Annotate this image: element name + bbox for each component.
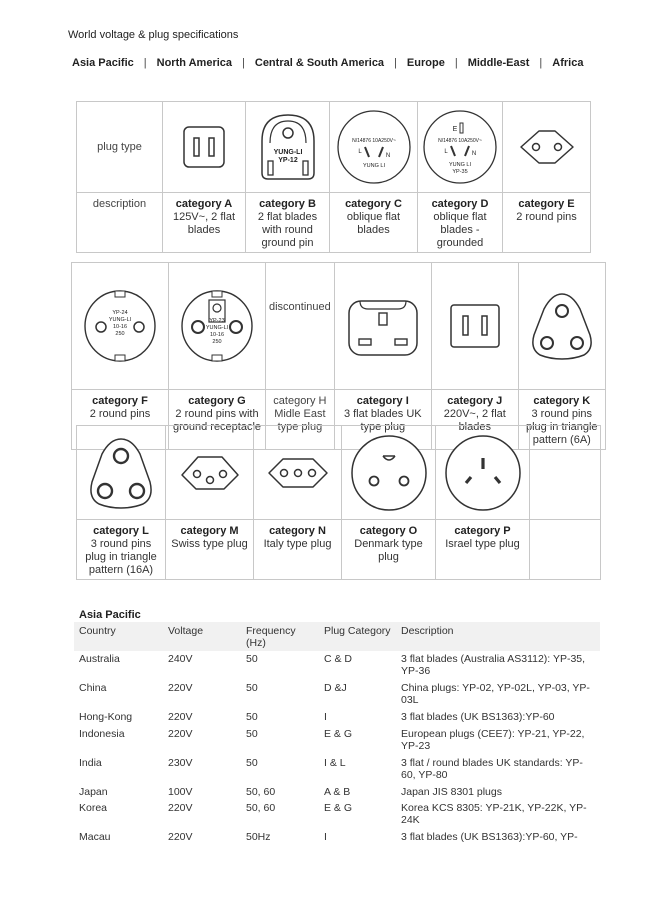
plug-o-icon [350, 434, 428, 512]
region-nav [62, 57, 593, 69]
plug-type-label: plug type [77, 102, 163, 193]
plug-g-marking-amps: 10-16 [209, 332, 225, 338]
plug-c-desc: category C oblique flat blades [330, 193, 418, 253]
cell-voltage: 240V [168, 653, 193, 665]
plug-k-desc: category K 3 round pins plug in triangle pattern (6A) [518, 390, 605, 450]
plug-f-cell [72, 263, 169, 390]
col-frequency: Frequency (Hz) [246, 625, 296, 649]
cell-frequency: 50 [246, 653, 258, 665]
plug-c-marking-l: L [357, 149, 362, 155]
cell-country: India [79, 757, 102, 769]
plug-f-desc: category F 2 round pins [72, 390, 169, 450]
asia-pacific-table [74, 623, 600, 845]
cell-voltage: 100V [168, 786, 193, 798]
cell-voltage: 220V [168, 728, 193, 740]
cell-country: China [79, 682, 107, 694]
plug-a-icon [182, 125, 226, 169]
plug-j-icon [449, 303, 501, 349]
plug-table-3 [76, 425, 601, 580]
plug-m-icon [178, 453, 242, 493]
nav-asia-pacific[interactable]: Asia Pacific [72, 57, 134, 69]
table-row [74, 829, 600, 845]
plug-d-icon [422, 109, 498, 185]
cell-frequency: 50, 60 [246, 786, 276, 798]
plug-n-cell [254, 426, 342, 520]
table-row [74, 784, 600, 800]
nav-central-south-america[interactable]: Central & South America [254, 57, 385, 69]
cell-frequency: 50 [246, 728, 258, 740]
cell-country: Macau [79, 831, 111, 843]
plug-i-desc: category I 3 flat blades UK type plug [334, 390, 431, 450]
plug-i-icon [346, 293, 420, 359]
cell-description: 3 flat blades (UK BS1363):YP-60, YP- [401, 831, 578, 843]
table-row [74, 726, 600, 755]
plug-m-desc: category M Swiss type plug [166, 520, 254, 580]
cell-description: Korea KCS 8305: YP-21K, YP-22K, YP-24K [401, 802, 587, 826]
col-description: Description [401, 625, 454, 637]
cell-description: 3 flat blades (UK BS1363):YP-60 [401, 711, 555, 723]
plug-o-desc: category O Denmark type plug [342, 520, 436, 580]
plug-table-2 [71, 262, 606, 450]
plug-f-marking-volts: 250 [115, 331, 125, 337]
plug-m-cell [166, 426, 254, 520]
cell-country: Indonesia [79, 728, 125, 740]
cell-description: Japan JIS 8301 plugs [401, 786, 502, 798]
cell-plug-category: C & D [324, 653, 353, 665]
cell-frequency: 50 [246, 682, 258, 694]
cell-frequency: 50 [246, 757, 258, 769]
plug-d-marking-model: YP-35 [452, 169, 468, 175]
plug-e-desc: category E 2 round pins [503, 193, 591, 253]
cell-country: Korea [79, 802, 108, 814]
cell-country: Japan [79, 786, 108, 798]
nav-separator: | [539, 57, 543, 69]
col-voltage: Voltage [168, 625, 204, 637]
cell-description: 3 flat blades (Australia AS3112): YP-35, YP-36 [401, 653, 586, 677]
cell-frequency: 50, 60 [246, 802, 276, 814]
cell-description: European plugs (CEE7): YP-21, YP-22, YP-23 [401, 728, 585, 752]
plug-n-icon [265, 455, 331, 491]
cell-voltage: 220V [168, 802, 193, 814]
cell-voltage: 220V [168, 711, 193, 723]
plug-l-icon [88, 436, 154, 510]
plug-i-cell [334, 263, 431, 390]
table-row [74, 651, 600, 680]
plug-d-marking-n: N [471, 151, 477, 157]
table-header-row [74, 623, 600, 651]
plug-b-icon [256, 111, 320, 183]
plug-g-marking-model: YP-23 [209, 318, 225, 324]
empty-cell [530, 520, 601, 580]
nav-north-america[interactable]: North America [156, 57, 233, 69]
plug-c-cell [330, 102, 418, 193]
plug-k-cell [518, 263, 605, 390]
nav-middle-east[interactable]: Middle-East [467, 57, 530, 69]
table-row [74, 755, 600, 784]
plug-table-1 [76, 101, 591, 253]
section-title: Asia Pacific [79, 609, 141, 621]
cell-plug-category: I [324, 711, 327, 723]
plug-d-marking-rating: N/14876 10A250V~ [438, 138, 482, 144]
nav-europe[interactable]: Europe [406, 57, 445, 69]
page-title: World voltage & plug specifications [68, 29, 239, 41]
plug-f-marking-brand: YUNG-LI [108, 317, 132, 323]
plug-g-desc: category G 2 round pins with ground receptacle [169, 390, 266, 450]
plug-b-cell [246, 102, 330, 193]
cell-country: Australia [79, 653, 120, 665]
plug-f-marking-model: YP-24 [112, 310, 128, 316]
nav-separator: | [242, 57, 245, 69]
plug-c-marking-brand: YUNG LI [362, 163, 385, 169]
table-row [74, 800, 600, 829]
col-country: Country [79, 625, 116, 637]
plug-h-desc: category H Midle East type plug [266, 390, 335, 450]
nav-separator: | [454, 57, 458, 69]
plug-h-cell [266, 263, 335, 390]
plug-j-cell [431, 263, 518, 390]
cell-description: China plugs: YP-02, YP-02L, YP-03, YP-03L [401, 682, 590, 706]
cell-plug-category: A & B [324, 786, 351, 798]
plug-n-desc: category N Italy type plug [254, 520, 342, 580]
plug-b-marking-brand: YUNG-LI [273, 149, 302, 156]
plug-p-icon [444, 434, 522, 512]
cell-voltage: 230V [168, 757, 193, 769]
plug-l-cell [77, 426, 166, 520]
plug-k-icon [530, 291, 594, 361]
cell-plug-category: I & L [324, 757, 346, 769]
cell-voltage: 220V [168, 682, 193, 694]
cell-frequency: 50 [246, 711, 258, 723]
plug-c-marking-n: N [385, 153, 390, 159]
plug-p-desc: category P Israel type plug [436, 520, 530, 580]
plug-d-cell [418, 102, 503, 193]
plug-g-icon [179, 288, 255, 364]
plug-g-cell [169, 263, 266, 390]
cell-country: Hong-Kong [79, 711, 133, 723]
cell-frequency: 50Hz [246, 831, 271, 843]
nav-separator: | [394, 57, 397, 69]
plug-a-desc: category A 125V~, 2 flat blades [163, 193, 246, 253]
cell-plug-category: E & G [324, 728, 353, 740]
cell-voltage: 220V [168, 831, 193, 843]
plug-b-desc: category B 2 flat blades with round ground pin [246, 193, 330, 253]
plug-d-marking-brand: YUNG LI [448, 162, 472, 168]
cell-plug-category: D &J [324, 682, 347, 694]
cell-plug-category: I [324, 831, 327, 843]
plug-c-icon [336, 109, 412, 185]
plug-d-marking-l: L [444, 149, 448, 155]
table-row [74, 680, 600, 709]
plug-g-marking-volts: 250 [212, 339, 222, 345]
plug-j-desc: category J 220V~, 2 flat blades [431, 390, 518, 450]
plug-e-icon [517, 127, 577, 167]
plug-f-icon [82, 288, 158, 364]
plug-d-marking-e: E [452, 126, 458, 133]
cell-description: 3 flat / round blades UK standards: YP-60, YP-80 [401, 757, 583, 781]
cell-plug-category: E & G [324, 802, 353, 814]
plug-b-marking-model: YP-12 [277, 157, 298, 164]
description-label: description [77, 193, 163, 253]
plug-e-cell [503, 102, 591, 193]
plug-c-marking-rating: N/14876 10A250V~ [351, 138, 396, 144]
col-plug-category: Plug Category [324, 625, 391, 637]
discontinued-label: discontinued [269, 301, 331, 313]
plug-g-marking-brand: YUNG-LI [205, 325, 229, 331]
nav-separator: | [143, 57, 147, 69]
plug-d-desc: category D oblique flat blades - grounded [418, 193, 503, 253]
table-row [74, 709, 600, 726]
empty-cell [530, 426, 601, 520]
plug-o-cell [342, 426, 436, 520]
nav-africa[interactable]: Africa [552, 57, 584, 69]
plug-f-marking-amps: 10-16 [112, 324, 128, 330]
plug-a-cell [163, 102, 246, 193]
plug-p-cell [436, 426, 530, 520]
plug-l-desc: category L 3 round pins plug in triangle pattern (16A) [77, 520, 166, 580]
